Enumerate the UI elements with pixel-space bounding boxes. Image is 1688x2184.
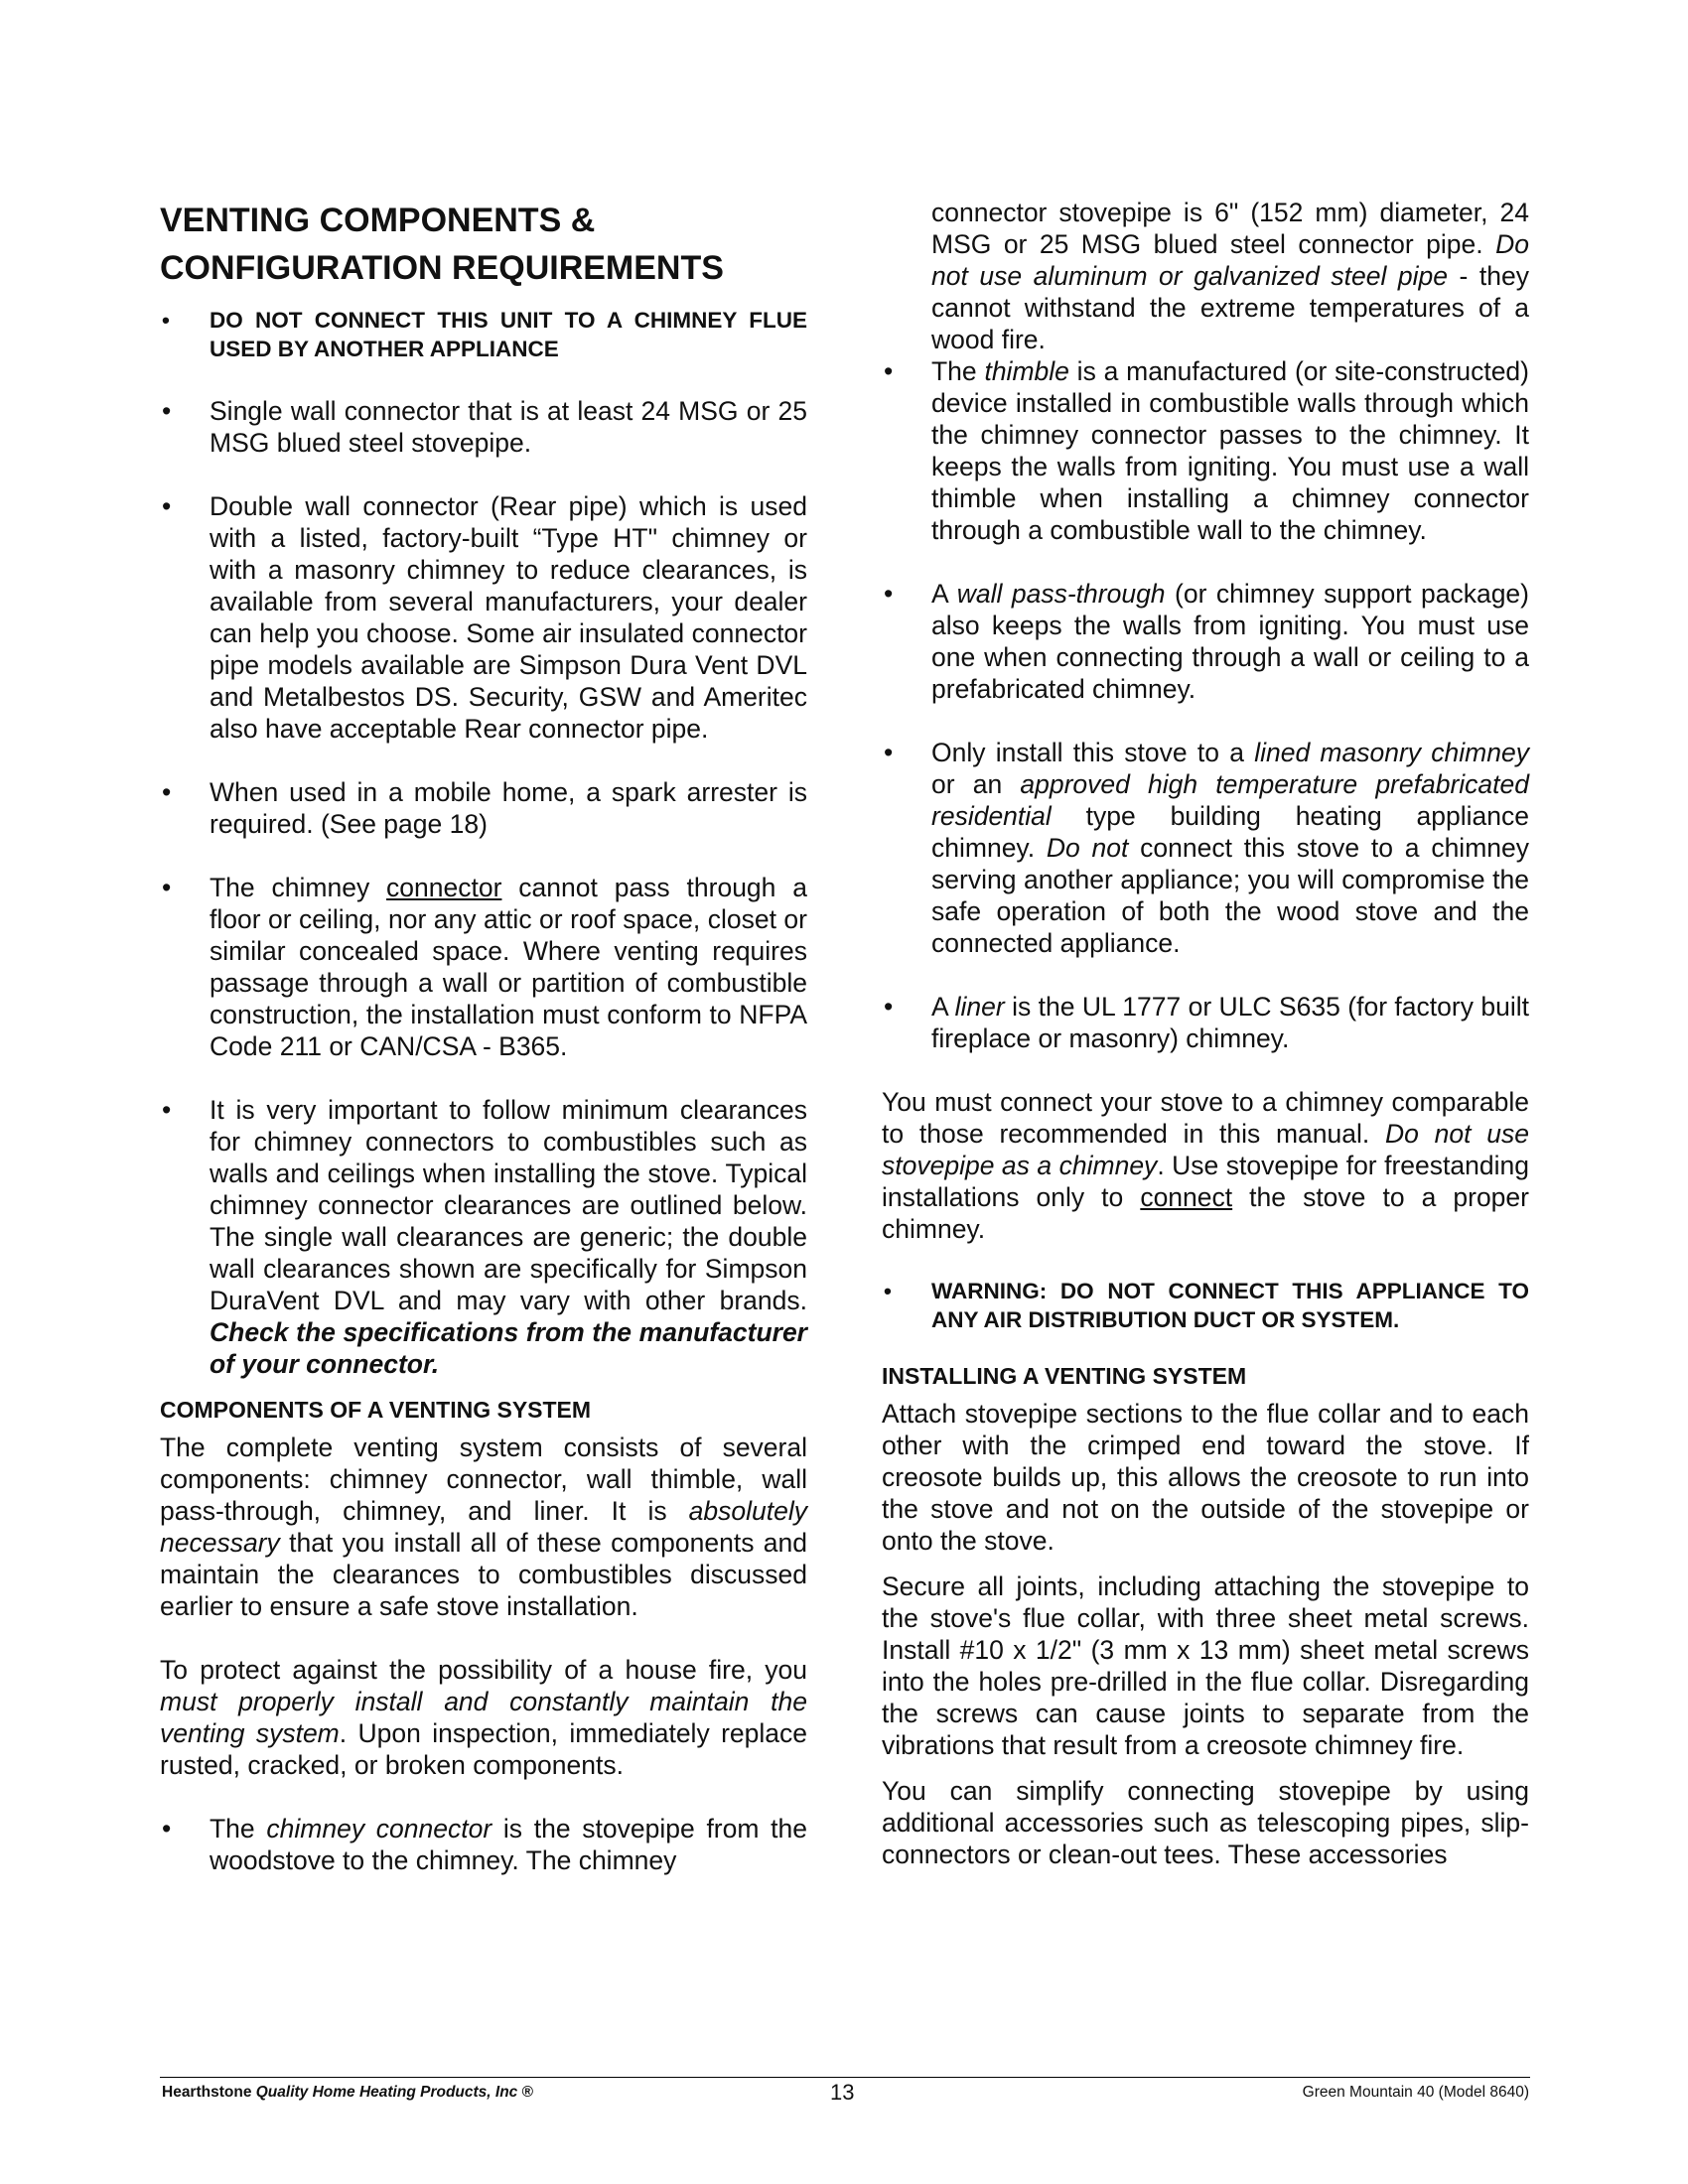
warning-item: • WARNING: DO NOT CONNECT THIS APPLIANCE TO ANY AIR DISTRIBUTION DUCT OR SYSTEM. bbox=[882, 1277, 1529, 1334]
paragraph: Secure all joints, including attaching the stovepipe to the stove's flue collar, with three sheet metal screws. Install #10 x 1/2" (3 mm x 13 mm) sheet metal screws into the holes pre-drilled in the flue collar. Disregarding the screws can cause joints to separate from the vibrations that result from a creosote chimney fire. bbox=[882, 1571, 1529, 1760]
italic-text: approved high temperature prefabricated residential bbox=[931, 769, 1529, 831]
paragraph: Attach stovepipe sections to the flue collar and to each other with the crimped end toward the stove. If creosote builds up, this allows the creosote to run into the stove and not on the outside of the stovepipe or onto the stove. bbox=[882, 1399, 1529, 1556]
left-column bbox=[160, 197, 807, 1876]
italic-text: thimble bbox=[984, 356, 1069, 386]
text-run: (or chimney support package) also keeps the walls from igniting. You must use one when connecting through a wall or ceiling to a prefabricated chimney. bbox=[931, 579, 1529, 704]
list-item: • Double wall connector (Rear pipe) which is used with a listed, factory-built “Type HT" chimney or with a masonry chimney to reduce clearances, is available from several manufacturers, your dealer can help you choose. Some air insulated connector pipe models available are Simpson Dura Vent DVL and Metalbestos DS. Security, GSW and Ameritec also have acceptable Rear connector pipe. bbox=[160, 490, 807, 745]
text-run: . Upon inspection, immediately replace rusted, cracked, or broken components. bbox=[160, 1718, 807, 1780]
list-item bbox=[882, 737, 1529, 959]
paragraph: You can simplify connecting stovepipe by using additional accessories such as telescoping pipes, slip-connectors or clean-out tees. These accessories bbox=[882, 1776, 1529, 1869]
text-run: You must connect your stove to a chimney comparable to those recommended in this manual. bbox=[882, 1087, 1529, 1149]
list-item: • Single wall connector that is at least 24 MSG or 25 MSG blued steel stovepipe. bbox=[160, 395, 807, 459]
paragraph bbox=[160, 1432, 807, 1622]
list-item: • DO NOT CONNECT THIS UNIT TO A CHIMNEY FLUE USED BY ANOTHER APPLIANCE bbox=[160, 306, 807, 363]
paragraph bbox=[160, 1654, 807, 1781]
section-heading-line2: CONFIGURATION REQUIREMENTS bbox=[160, 249, 724, 287]
components-list-continued bbox=[882, 197, 1529, 1054]
text-run: To protect against the possibility of a house fire, you bbox=[160, 1655, 807, 1685]
text-run: . Use stovepipe for freestanding installations only to bbox=[882, 1151, 1529, 1212]
list-item: • When used in a mobile home, a spark arrester is required. (See page 18) bbox=[160, 776, 807, 840]
warning-list bbox=[882, 1277, 1529, 1334]
italic-text: must properly install and constantly maintain the venting system bbox=[160, 1687, 807, 1748]
text-run: is the UL 1777 or ULC S635 (for factory built fireplace or masonry) chimney. bbox=[931, 992, 1529, 1053]
paragraph bbox=[882, 1086, 1529, 1245]
list-item bbox=[882, 578, 1529, 705]
text-run: The bbox=[210, 1814, 267, 1843]
components-list bbox=[160, 1813, 807, 1876]
list-item bbox=[882, 991, 1529, 1054]
italic-text: chimney connector bbox=[266, 1814, 492, 1843]
text-run: Only install this stove to a bbox=[931, 738, 1255, 767]
footer-model: Green Mountain 40 (Model 8640) bbox=[1302, 2084, 1529, 2101]
italic-text: wall pass-through bbox=[956, 579, 1166, 609]
list-item bbox=[160, 1813, 807, 1876]
text-run: The complete venting system consists of several components: chimney connector, wall thimble, wall pass-through, chimney, and liner. It is bbox=[160, 1433, 807, 1526]
page-number: 13 bbox=[830, 2080, 855, 2105]
sub-heading-components: COMPONENTS OF A VENTING SYSTEM bbox=[160, 1397, 592, 1423]
text-run: the stove to a proper chimney. bbox=[882, 1182, 1529, 1244]
text-run: A bbox=[931, 992, 955, 1022]
text-run: cannot pass through a floor or ceiling, nor any attic or roof space, closet or similar concealed space. Where venting requires passage through a wall or partition of combustible construction, the installation must conform to NFPA Code 211 or CAN/CSA - B365. bbox=[210, 873, 807, 1061]
italic-text: lined masonry chimney bbox=[1254, 738, 1529, 767]
text-run: that you install all of these components and maintain the clearances to combustibles discussed earlier to ensure a safe stove installation. bbox=[160, 1528, 807, 1621]
footer-company-tagline: Quality Home Heating Products, Inc bbox=[255, 2084, 518, 2101]
text-run: It is very important to follow minimum clearances for chimney connectors to combustibles such as walls and ceilings when installing the stove. Typical chimney connector clearances are outlined below. The single wall clearances are generic; the double wall clearances shown are specifically for Simpson DuraVent DVL and may vary with other brands. bbox=[210, 1095, 807, 1315]
requirements-list bbox=[160, 306, 807, 1380]
footer-company-name: Hearthstone bbox=[162, 2084, 256, 2101]
footer-divider bbox=[160, 2077, 1530, 2078]
section-heading bbox=[160, 197, 807, 292]
footer-registered-mark: ® bbox=[517, 2084, 534, 2101]
list-item-continued bbox=[882, 197, 1529, 355]
text-run: connector stovepipe is 6" (152 mm) diameter, 24 MSG or 25 MSG blued steel connector pipe. bbox=[931, 198, 1529, 259]
text-run: type building heating appliance chimney. bbox=[931, 801, 1529, 863]
italic-text: Do not use aluminum or galvanized steel pipe bbox=[931, 229, 1529, 291]
italic-text: absolutely necessary bbox=[160, 1496, 807, 1558]
underlined-text: connect bbox=[1140, 1182, 1233, 1212]
underlined-text: connector bbox=[386, 873, 502, 902]
text-run: connect this stove to a chimney serving another appliance; you will compromise the safe operation of both the wood stove and the connected appliance. bbox=[931, 833, 1529, 958]
text-run: - they cannot withstand the extreme temperatures of a wood fire. bbox=[931, 261, 1530, 354]
text-run: is a manufactured (or site-constructed) device installed in combustible walls through which the chimney connector passes to the chimney. It keeps the walls from igniting. You must use a wall thimble when installing a chimney connector through a combustible wall to the chimney. bbox=[931, 356, 1529, 545]
text-run: The bbox=[931, 356, 985, 386]
emphasis-text: Check the specifications from the manufacturer of your connector. bbox=[210, 1317, 807, 1379]
list-item bbox=[160, 1094, 807, 1380]
text-run: The chimney bbox=[210, 873, 387, 902]
list-item bbox=[160, 872, 807, 1062]
section-heading-line1: VENTING COMPONENTS & bbox=[160, 202, 596, 239]
italic-text: liner bbox=[954, 992, 1005, 1022]
footer-company bbox=[162, 2083, 533, 2103]
text-run: or an bbox=[931, 769, 1021, 799]
right-column bbox=[882, 197, 1529, 1870]
list-item bbox=[882, 355, 1529, 546]
text-run: is the stovepipe from the woodstove to the chimney. The chimney bbox=[210, 1814, 808, 1875]
italic-text: Do not bbox=[1046, 833, 1129, 863]
sub-heading-installing: INSTALLING A VENTING SYSTEM bbox=[882, 1363, 1247, 1389]
italic-text: Do not use stovepipe as a chimney bbox=[882, 1119, 1529, 1180]
text-run: A bbox=[931, 579, 957, 609]
